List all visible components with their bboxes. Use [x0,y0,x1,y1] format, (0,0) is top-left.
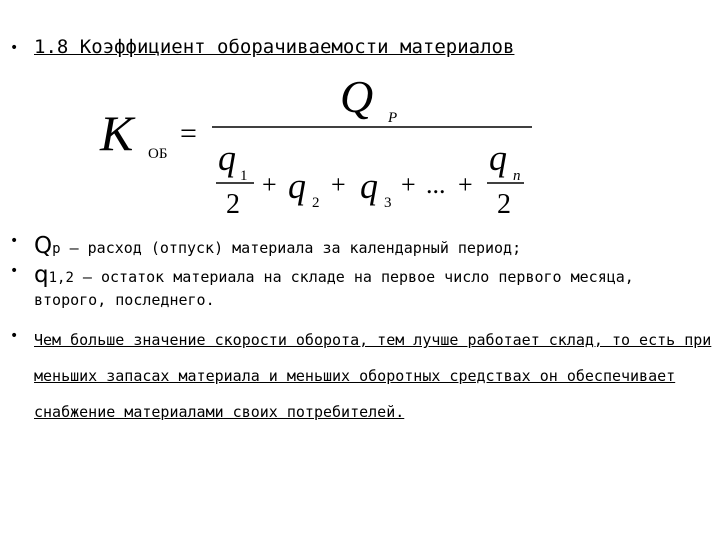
definition-symbol-sub: р [52,241,61,257]
formula-numerator-main: Q [340,71,374,122]
definition-qp [34,233,521,259]
bullet: • [10,233,19,249]
definition-text: – остаток материала на складе на первое число первого месяца, [73,268,634,286]
formula-equals: = [180,117,197,150]
formula-term1-den: 2 [226,189,240,220]
formula-termn-sub: n [513,168,521,184]
slide-title: 1.8 Коэффициент оборачиваемости материалов [34,36,515,58]
definition-q12 [34,262,634,288]
formula-lhs-main: K [100,105,134,161]
formula-plus1: + [262,170,277,199]
formula-term1-sub: 1 [240,168,248,184]
formula-term3-sub: 3 [384,195,392,211]
formula-term2-main: q [288,166,306,206]
formula-term3-main: q [360,166,378,206]
formula-term2-sub: 2 [312,195,320,211]
formula-term1-main: q [218,138,236,178]
formula-plus3: + [401,170,416,199]
definition-text: – расход (отпуск) материала за календарный период; [60,239,522,257]
formula-ellipsis: ... [426,170,446,199]
definition-symbol: q [34,262,49,288]
formula-lhs-sub: ОБ [148,146,168,162]
bullet: • [10,328,19,344]
formula-numerator-sub: P [388,110,398,126]
formula-plus4: + [458,170,473,199]
formula-termn-den: 2 [497,189,511,220]
definition-symbol: Q [34,233,53,259]
note-paragraph: Чем больше значение скорости оборота, тем лучше работает склад, то есть при меньших запасах материала и меньших оборотных средствах он обеспечивает снабжение материалами своих потребителей. [34,331,712,421]
definition-q12-continued: второго, последнего. [34,291,215,309]
definition-symbol-sub: 1,2 [48,270,74,286]
formula-plus2: + [331,170,346,199]
bullet: • [10,40,19,56]
bullet: • [10,263,19,279]
formula-termn-main: q [489,138,507,178]
